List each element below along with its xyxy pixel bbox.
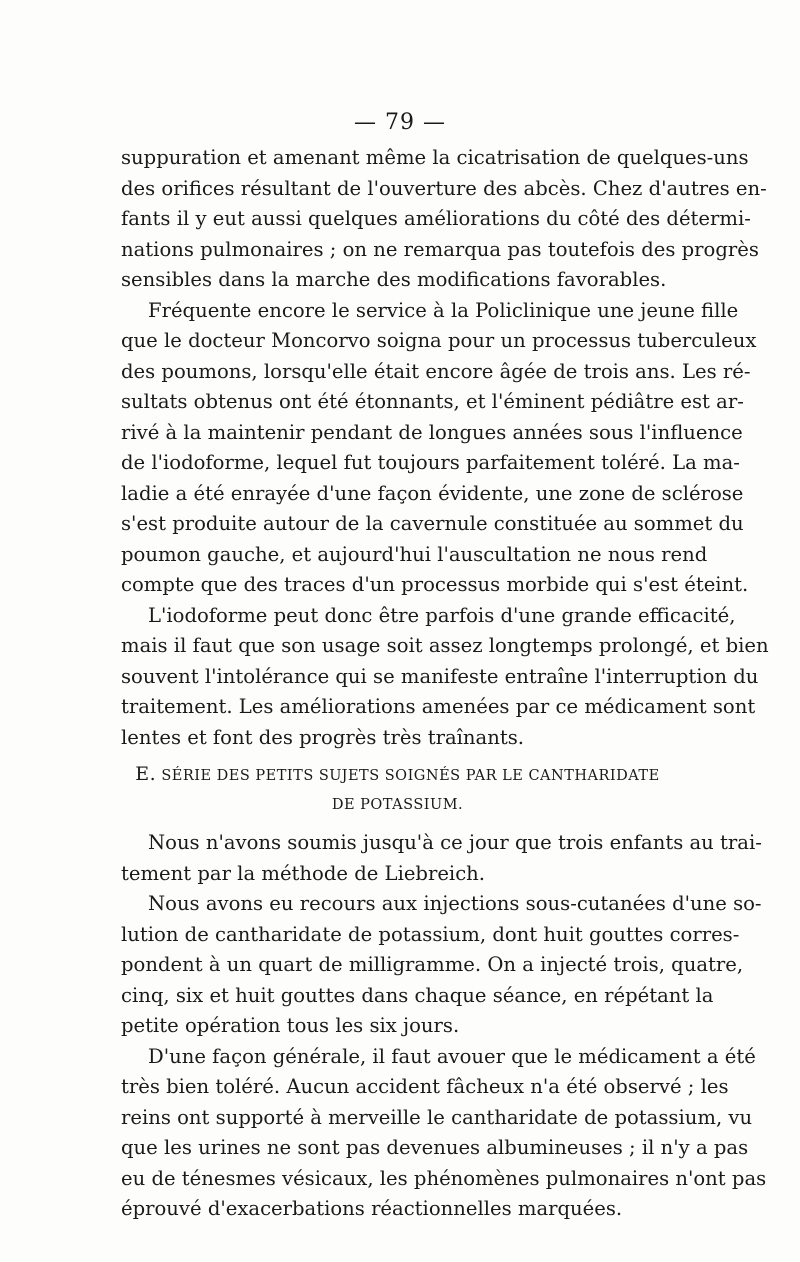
text-line: très bien toléré. Aucun accident fâcheux n'a été observé ; les (121, 1075, 729, 1098)
heading-letter: E. (135, 763, 157, 785)
text-line: suppuration et amenant même la cicatrisation de quelques-uns (121, 146, 749, 169)
text-line: sensibles dans la marche des modifications favorables. (121, 268, 667, 291)
text-line: cinq, six et huit gouttes dans chaque séance, en répétant la (121, 983, 714, 1007)
text-line: petite opération tous les six jours. (121, 1014, 460, 1037)
text-line: s'est produite autour de la cavernule constituée au sommet du (121, 512, 744, 535)
text-line: lution de cantharidate de potassium, dont huit gouttes corres- (121, 922, 740, 946)
paragraph-3 (121, 601, 769, 754)
text-line: pondent à un quart de milligramme. On a injecté trois, quatre, (121, 953, 744, 976)
paragraph-4 (121, 828, 762, 889)
text-line: souvent l'intolérance qui se manifeste entraîne l'interruption du (121, 664, 759, 688)
text-line: traitement. Les améliorations amenées par ce médicament sont (121, 695, 756, 718)
text-line: compte que des traces d'un processus morbide qui s'est éteint. (121, 573, 749, 596)
heading-line-2: DE POTASSIUM. (331, 796, 464, 813)
heading-line-1 (121, 759, 674, 790)
text-line: nations pulmonaires ; on ne remarqua pas toutefois des progrès (121, 237, 759, 261)
text-line: éprouvé d'exacerbations réactionnelles marquées. (121, 1197, 623, 1220)
text-line: ladie a été enrayée d'une façon évidente, une zone de sclérose (121, 481, 744, 505)
page-number: — 79 — (354, 110, 446, 135)
text-line: Fréquente encore le service à la Policlinique une jeune fille (148, 298, 739, 322)
text-line: reins ont supporté à merveille le cantharidate de potassium, vu (121, 1105, 753, 1129)
text-line: poumon gauche, et aujourd'hui l'auscultation ne nous rend (121, 542, 708, 566)
text-line: rivé à la maintenir pendant de longues années sous l'influence (121, 420, 743, 444)
text-line: fants il y eut aussi quelques améliorations du côté des détermi- (121, 207, 751, 230)
text-line: mais il faut que son usage soit assez longtemps prolongé, et bien (121, 634, 769, 657)
text-line: que le docteur Moncorvo soigna pour un processus tuberculeux (121, 329, 757, 352)
text-line: que les urines ne sont pas devenues albumineuses ; il n'y a pas (121, 1136, 749, 1159)
text-line: des orifices résultant de l'ouverture des abcès. Chez d'autres en- (121, 176, 767, 200)
text-line: eu de ténesmes vésicaux, les phénomènes pulmonaires n'ont pas (121, 1166, 767, 1190)
text-line: de l'iodoforme, lequel fut toujours parfaitement toléré. La ma- (121, 451, 740, 474)
section-heading (121, 759, 674, 820)
text-line: tement par la méthode de Liebreich. (121, 861, 486, 885)
text-line: D'une façon générale, il faut avouer que le médicament a été (148, 1044, 756, 1068)
heading-title: SÉRIE DES PETITS SUJETS SOIGNÉS PAR LE CANTHARIDATE (161, 768, 660, 784)
body-text (121, 143, 769, 1225)
paragraph-6 (121, 1042, 767, 1225)
text-line: Nous n'avons soumis jusqu'à ce jour que trois enfants au trai- (148, 831, 762, 854)
paragraph-5 (121, 889, 762, 1042)
text-line: lentes et font des progrès très traînants. (121, 725, 525, 749)
text-line: des poumons, lorsqu'elle était encore âgée de trois ans. Les ré- (121, 359, 751, 383)
paragraph-1 (121, 143, 767, 296)
text-line: sultats obtenus ont été étonnants, et l'éminent pédiâtre est ar- (121, 390, 744, 413)
paragraph-2 (121, 296, 757, 601)
text-line: L'iodoforme peut donc être parfois d'une grande efficacité, (148, 603, 736, 627)
text-line: Nous avons eu recours aux injections sous-cutanées d'une so- (148, 892, 762, 915)
